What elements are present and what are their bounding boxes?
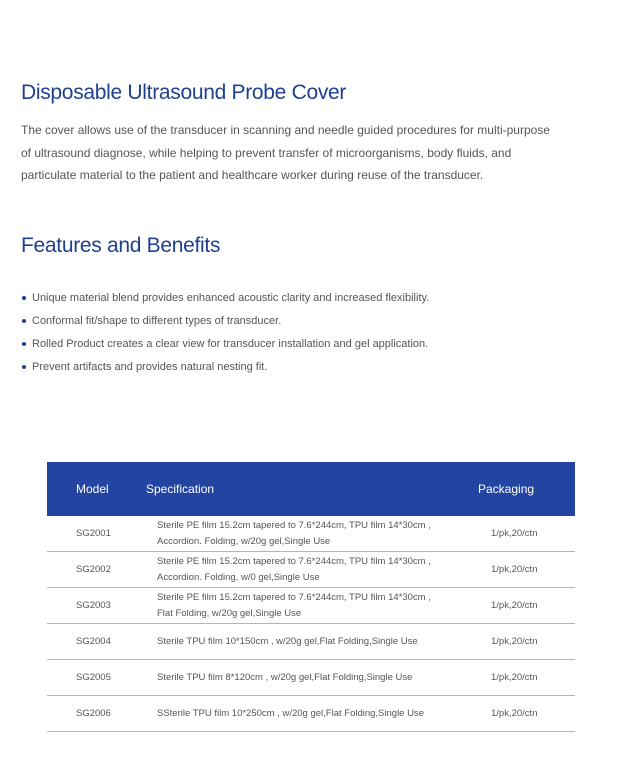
cell-packaging: 1/pk,20/ctn <box>478 588 575 624</box>
cell-spec <box>146 660 478 696</box>
spec-line: Sterile PE film 15.2cm tapered to 7.6*244cm, TPU film 14*30cm , <box>157 555 431 567</box>
table-row <box>47 588 575 624</box>
cell-packaging: 1/pk,20/ctn <box>478 624 575 660</box>
header-packaging: Packaging <box>478 462 575 516</box>
bullet-icon <box>22 342 26 346</box>
feature-item <box>21 332 429 355</box>
description-line: of ultrasound diagnose, while helping to prevent transfer of microorganisms, body fluids, and <box>21 145 512 160</box>
bullet-icon <box>22 365 26 369</box>
spec-table <box>47 462 575 732</box>
feature-item <box>21 355 429 378</box>
features-title: Features and Benefits <box>21 234 221 257</box>
cell-model: SG2006 <box>47 696 146 732</box>
spec-line: Sterile PE film 15.2cm tapered to 7.6*244cm, TPU film 14*30cm , <box>157 519 431 531</box>
spec-line: Flat Folding, w/20g gel,Single Use <box>157 607 302 619</box>
table-row <box>47 696 575 732</box>
spec-line: Accordion. Folding, w/20g gel,Single Use <box>157 535 331 547</box>
cell-spec <box>146 552 478 588</box>
cell-model: SG2003 <box>47 588 146 624</box>
table-row <box>47 624 575 660</box>
table-row <box>47 552 575 588</box>
cell-packaging: 1/pk,20/ctn <box>478 552 575 588</box>
cell-packaging: 1/pk,20/ctn <box>478 660 575 696</box>
cell-spec <box>146 588 478 624</box>
product-title: Disposable Ultrasound Probe Cover <box>21 81 347 104</box>
bullet-icon <box>22 296 26 300</box>
cell-spec <box>146 516 478 552</box>
cell-model: SG2005 <box>47 660 146 696</box>
spec-line: Sterile TPU film 10*150cm , w/20g gel,Flat Folding,Single Use <box>157 635 418 647</box>
cell-spec <box>146 624 478 660</box>
feature-item <box>21 286 429 309</box>
bullet-icon <box>22 319 26 323</box>
cell-model: SG2001 <box>47 516 146 552</box>
description-line: particulate material to the patient and healthcare worker during reuse of the transducer. <box>21 168 484 182</box>
spec-line: Sterile TPU film 8*120cm , w/20g gel,Flat Folding,Single Use <box>157 671 413 683</box>
feature-text: Conformal fit/shape to different types of transducer. <box>32 314 282 327</box>
table-row <box>47 660 575 696</box>
spec-line: SSterile TPU film 10*250cm , w/20g gel,Flat Folding,Single Use <box>157 707 425 719</box>
feature-item <box>21 309 429 332</box>
feature-text: Prevent artifacts and provides natural nesting fit. <box>32 360 268 373</box>
table-row <box>47 516 575 552</box>
cell-model: SG2002 <box>47 552 146 588</box>
feature-text: Unique material blend provides enhanced acoustic clarity and increased flexibility. <box>32 291 430 304</box>
header-model: Model <box>47 462 146 516</box>
cell-packaging: 1/pk,20/ctn <box>478 696 575 732</box>
table-header-row <box>47 462 575 516</box>
feature-text: Rolled Product creates a clear view for transducer installation and gel application. <box>32 337 429 350</box>
cell-packaging: 1/pk,20/ctn <box>478 516 575 552</box>
features-list <box>21 286 429 378</box>
cell-spec <box>146 696 478 732</box>
product-description <box>21 119 561 187</box>
spec-line: Sterile PE film 15.2cm tapered to 7.6*244cm, TPU film 14*30cm , <box>157 591 431 603</box>
header-specification: Specification <box>146 462 478 516</box>
spec-line: Accordion. Folding, w/0 gel,Single Use <box>157 571 320 583</box>
description-line: The cover allows use of the transducer in scanning and needle guided procedures for multi-purpose <box>21 123 550 137</box>
cell-model: SG2004 <box>47 624 146 660</box>
